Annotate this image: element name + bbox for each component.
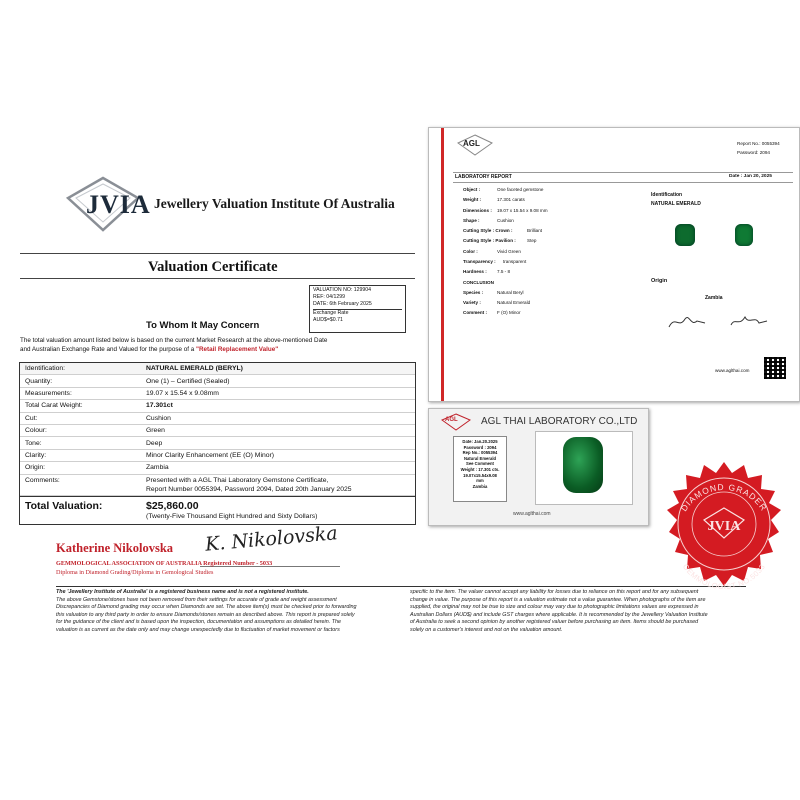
row-label: Origin: [25, 464, 46, 472]
details-table [19, 362, 416, 525]
disclaimer-line: specific to the item. The valuer cannot accept any liability for losses due to reliance on this report and for any subsequent [410, 589, 699, 595]
emerald-gem [563, 437, 603, 493]
report-key: Transparency : [463, 259, 496, 265]
signature: K. Nikolovska [204, 522, 339, 556]
institute-name: Jewellery Valuation Institute Of Australia [154, 196, 395, 211]
card-line: mm [476, 478, 484, 484]
card-line: Password : 2094 [463, 444, 497, 450]
qr-code-icon [764, 357, 786, 379]
diploma: Diploma in Diamond Grading/Diploma in Gemological Studies [56, 569, 214, 576]
disclaimer-line: of Australia to seek a second opinion by another registered valuer before purchasing an item. Items should be purchased [410, 619, 699, 625]
valuation-info-box [309, 285, 406, 333]
salutation: To Whom It May Concern [146, 320, 260, 331]
disclaimer-line: change in value. The purpose of this report is a valuation estimate not a value guarantee. When photographs of the item are [410, 596, 706, 603]
report-red-bar [441, 128, 444, 401]
disclaimer-bold: The 'Jewellery Institute of Australia' is a registered business name and is not a registered institute. [56, 589, 309, 595]
disclaimer-left [56, 589, 401, 634]
report-value: Vivid Green [497, 248, 521, 254]
valuation-number: VALUATION NO: 129904 [313, 287, 372, 293]
disclaimer-line: Discrepancies of Diamond grading may occur when Diamonds are set. The above item(s) must be checked prior to forwarding [56, 604, 357, 610]
report-key: Object : [463, 187, 481, 192]
report-value: One faceted gemstone [497, 187, 544, 192]
row-value: Presented with a AGL Thai Laboratory Gemstone Certificate, [146, 476, 329, 484]
table-row [20, 363, 415, 375]
certificate-title: Valuation Certificate [148, 259, 278, 275]
password: 2094 [759, 150, 770, 155]
intro-text [20, 337, 415, 354]
report-row [463, 218, 623, 224]
retail-replacement-value: "Retail Replacement Value" [195, 345, 279, 353]
report-row [463, 208, 623, 214]
report-row [463, 187, 623, 193]
agl-logo: AGL [463, 139, 480, 148]
gemmologist-seal [649, 460, 799, 610]
exchange-label: Exchange Rate [313, 309, 349, 316]
row-value: Minor Clarity Enhancement (EE (O) Minor) [146, 451, 275, 459]
report-row [463, 310, 623, 316]
agl-thai-website: www.aglthai.com [513, 511, 551, 517]
gem-label-card [453, 436, 507, 502]
seal-top-text: DIAMOND GRADER [678, 481, 770, 514]
report-key: Cutting Style : Pavilion : [463, 238, 516, 244]
report-key: Comment : [463, 310, 487, 316]
row-value: Green [146, 427, 165, 435]
table-row [20, 462, 415, 474]
report-key: Variety : [463, 299, 481, 305]
agl-thai-logo: AGL [445, 417, 458, 423]
report-no: 0055394 [761, 141, 780, 146]
total-amount: $25,860.00 [146, 499, 199, 512]
association: GEMMOLOGICAL ASSOCIATION OF AUSTRALIA Registered Number - 5033 [56, 560, 273, 567]
signature-scribble-icon [729, 313, 769, 331]
seal-center: JVIA [707, 519, 741, 534]
report-key: Species : [463, 289, 484, 295]
row-label: Colour: [25, 427, 47, 435]
report-value: Natural Beryl [497, 289, 524, 295]
disclaimer-line: solely on a customer's interest and not on the valuation amount. [410, 626, 563, 633]
title-rule-top [20, 253, 415, 254]
report-value: Step [527, 238, 537, 244]
disclaimer-line: Australian Dollars (AUD$) and include GST charges where applicable. It is recommended by the Jewellery Valuation Institute [410, 611, 708, 618]
report-key: Dimensions : [463, 207, 492, 213]
report-no-label: Report No.: [737, 141, 761, 146]
report-row [463, 249, 623, 255]
table-row [20, 425, 415, 437]
table-row [20, 375, 415, 387]
report-key: Weight : [463, 197, 482, 203]
card-line: 19.07x15.54x9.08 [463, 472, 497, 478]
row-label: Total Carat Weight: [25, 402, 83, 410]
report-row [463, 269, 623, 275]
card-line: Natural Emerald [463, 455, 497, 461]
disclaimer-line: The above Gemstone/stones have not been removed from their settings for accurate of grade and weight assessment [56, 596, 337, 603]
report-value: 7.5 - 8 [497, 269, 511, 275]
emerald-photo-front [675, 224, 695, 246]
title-rule-bottom [20, 278, 415, 279]
valuation-date: DATE: 6th February 2025 [313, 301, 402, 309]
report-properties [463, 187, 623, 321]
table-row [20, 413, 415, 425]
row-label: Measurements: [25, 389, 72, 397]
row-label: Cut: [25, 414, 38, 422]
card-line: Rep No.: 0055394 [462, 450, 498, 456]
report-header-rule [453, 172, 793, 173]
report-value: 17.301 carats [497, 197, 525, 203]
report-value: 19.07 x 15.54 x 9.08 mm [497, 207, 548, 213]
report-row [463, 197, 623, 203]
report-value: transparent [503, 259, 527, 265]
report-key: Color : [463, 248, 478, 254]
row-value: 17.301ct [146, 402, 173, 410]
total-in-words: (Twenty-Five Thousand Eight Hundred and Sixty Dollars) [146, 512, 318, 520]
report-row [463, 259, 623, 265]
report-key: Cutting Style : Crown : [463, 228, 513, 234]
conclusion-label: CONCLUSION [463, 279, 494, 285]
row-value-2: Report Number 0055394, Password 2094, Dated 20th January 2025 [146, 485, 352, 493]
reference: REF: 04/1299 [313, 294, 346, 301]
report-website: www.aglthai.com [715, 368, 750, 373]
report-row [463, 238, 623, 244]
seal-bottom-text: GEMMOLOGIST NO.5033 [680, 562, 768, 592]
table-row [20, 475, 415, 496]
card-line: Weight : 17.301 cts. [460, 466, 500, 472]
agl-thai-gem-card [428, 408, 649, 526]
report-value: Natural Emerald [497, 299, 531, 305]
agl-thai-name: AGL THAI LABORATORY CO.,LTD [481, 416, 638, 427]
emerald-photo-side [735, 224, 753, 246]
report-key: Shape : [463, 217, 480, 223]
row-label: Clarity: [25, 451, 47, 459]
table-row [20, 437, 415, 449]
disclaimer-line: this valuation to any third party in order to ensure Diamonds/stones remain as described above. This report is prepared solely [56, 611, 355, 618]
origin-label: Origin [651, 278, 668, 284]
row-value: One (1) – Certified (Sealed) [146, 377, 230, 385]
identification: NATURAL EMERALD [651, 201, 701, 207]
report-heading: LABORATORY REPORT [455, 174, 512, 180]
report-key: Hardness : [463, 269, 487, 275]
intro-line-1: The total valuation amount listed below is based on the current Market Research at the above-mentioned Date [20, 337, 328, 344]
report-value: Cushion [497, 217, 514, 223]
disclaimer-line: for the guidance of the client and is based upon the inspection, documentation and assumptions as detailed herein. The [56, 619, 341, 625]
exchange-value: AUD$=$0.71 [313, 316, 343, 323]
row-label: Tone: [25, 439, 42, 447]
row-label: Quantity: [25, 377, 53, 385]
table-row [20, 400, 415, 412]
row-value: NATURAL EMERALD (BERYL) [146, 365, 243, 373]
report-row [463, 300, 623, 306]
report-heading-rule [453, 182, 793, 183]
disclaimer-line: valuation is as current as the date only and may change unexpectedly due to fluctuation of market movement or factors [56, 626, 340, 633]
report-date: Date : Jan 20, 2025 [729, 174, 772, 179]
report-value: Brilliant [527, 228, 543, 234]
password-label: Password: [737, 150, 759, 155]
table-row [20, 450, 415, 462]
row-value: Zambia [146, 464, 169, 472]
table-row [20, 388, 415, 400]
report-row [463, 228, 623, 234]
row-value: Cushion [146, 414, 171, 422]
intro-line-2: and Australian Exchange Rate and Valued for the purpose of a [20, 345, 196, 353]
signature-scribble-icon [667, 313, 707, 331]
signer-name: Katherine Nikolovska [56, 541, 174, 555]
disclaimer-line: supplied, the original may not be true to size and colour may vary due to photographic limitations values are expressed in [410, 604, 699, 610]
card-line: Date: Jan.20.2025 [462, 439, 498, 444]
total-row [20, 496, 415, 524]
card-line: See Comment [466, 461, 494, 467]
agl-laboratory-report [428, 127, 800, 402]
report-value: F (O) Minor [497, 310, 521, 316]
identification-label: Identification [651, 192, 683, 198]
row-label: Comments: [25, 476, 60, 484]
total-label: Total Valuation: [25, 499, 103, 512]
report-row [463, 290, 623, 296]
origin: Zambia [705, 295, 723, 301]
card-line: Zambia [472, 483, 488, 489]
row-label: Identification: [25, 365, 66, 373]
row-value: 19.07 x 15.54 x 9.08mm [146, 389, 219, 397]
row-value: Deep [146, 439, 163, 447]
disclaimer-rule [56, 586, 746, 587]
jvia-logo: JVIA [86, 190, 151, 219]
